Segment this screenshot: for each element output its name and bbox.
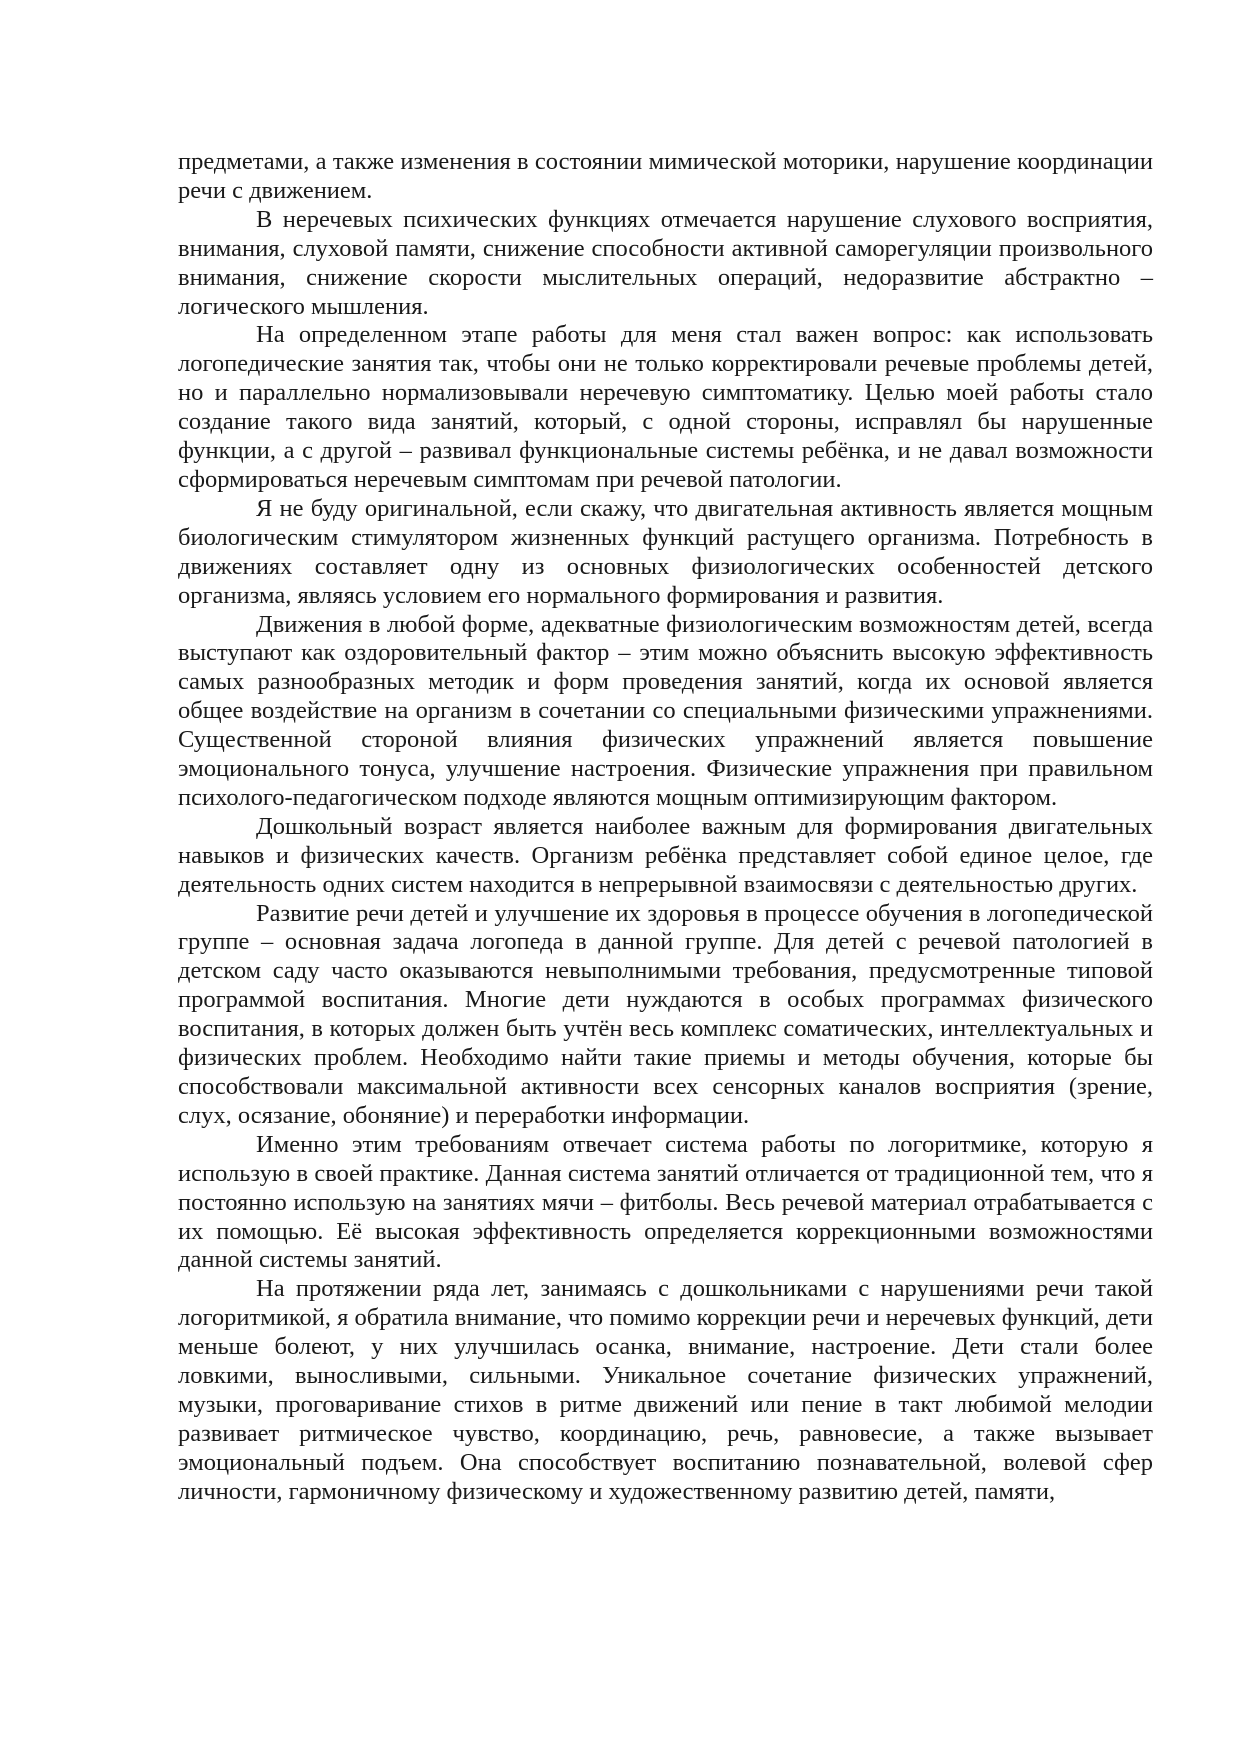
paragraph-results: На протяжении ряда лет, занимаясь с дошкольниками с нарушениями речи такой логоритмикой, я обратила внимание, что помимо коррекции речи и неречевых функций, дети меньше болеют, у них улучшилась осанка, внимание, настроение. Дети стали более ловкими, выносливыми, сильными. Уникальное сочетание физических упражнений, музыки, проговаривание стихов в ритме движений или пение в такт любимой мелодии развивает ритмическое чувство, координацию, речь, равновесие, а также вызывает эмоциональный подъем. Она способствует воспитанию познавательной, волевой сфер личности, гармоничному физическому и художественному развитию детей, памяти,: [178, 1275, 1153, 1505]
paragraph-nonspeech-functions: В неречевых психических функциях отмечается нарушение слухового восприятия, внимания, слуховой памяти, снижение способности активной саморегуляции произвольного внимания, снижение скорости мыслительных операций, недоразвитие абстрактно – логического мышления.: [178, 205, 1153, 320]
paragraph-preschool-age: Дошкольный возраст является наиболее важным для формирования двигательных навыков и физических качеств. Организм ребёнка представляет собой единое целое, где деятельность одних систем находится в непрерывной взаимосвязи с деятельностью других.: [178, 812, 1153, 898]
paragraph-logorhythmics-system: Именно этим требованиям отвечает система работы по логоритмике, которую я использую в своей практике. Данная система занятий отличается от традиционной тем, что я постоянно использую на занятиях мячи – фитболы. Весь речевой материал отрабатывается с их помощью. Её высокая эффективность определяется коррекционными возможностями данной системы занятий.: [178, 1130, 1153, 1274]
paragraph-motor-activity: Я не буду оригинальной, если скажу, что двигательная активность является мощным биологическим стимулятором жизненных функций растущего организма. Потребность в движениях составляет одну из основных физиологических особенностей детского организма, являясь условием его нормального формирования и развития.: [178, 494, 1153, 609]
document-body: [178, 148, 1153, 1507]
paragraph-speech-development: Развитие речи детей и улучшение их здоровья в процессе обучения в логопедической группе – основная задача логопеда в данной группе. Для детей с речевой патологией в детском саду часто оказываются невыполнимыми требования, предусмотренные типовой программой воспитания. Многие дети нуждаются в особых программах физического воспитания, в которых должен быть учтён весь комплекс соматических, интеллектуальных и физических проблем. Необходимо найти такие приемы и методы обучения, которые бы способствовали максимальной активности всех сенсорных каналов восприятия (зрение, слух, осязание, обоняние) и переработки информации.: [178, 899, 1153, 1129]
paragraph-continuation: предметами, а также изменения в состоянии мимической моторики, нарушение координации речи с движением.: [178, 148, 1153, 204]
paragraph-work-goal: На определенном этапе работы для меня стал важен вопрос: как использовать логопедические занятия так, чтобы они не только корректировали речевые проблемы детей, но и параллельно нормализовывали неречевую симптоматику. Целью моей работы стало создание такого вида занятий, который, с одной стороны, исправлял бы нарушенные функции, а с другой – развивал функциональные системы ребёнка, и не давал возможности сформироваться неречевым симптомам при речевой патологии.: [178, 321, 1153, 493]
paragraph-movements: Движения в любой форме, адекватные физиологическим возможностям детей, всегда выступают как оздоровительный фактор – этим можно объяснить высокую эффективность самых разнообразных методик и форм проведения занятий, когда их основой является общее воздействие на организм в сочетании со специальными физическими упражнениями. Существенной стороной влияния физических упражнений является повышение эмоционального тонуса, улучшение настроения. Физические упражнения при правильном психолого-педагогическом подходе являются мощным оптимизирующим фактором.: [178, 610, 1153, 811]
